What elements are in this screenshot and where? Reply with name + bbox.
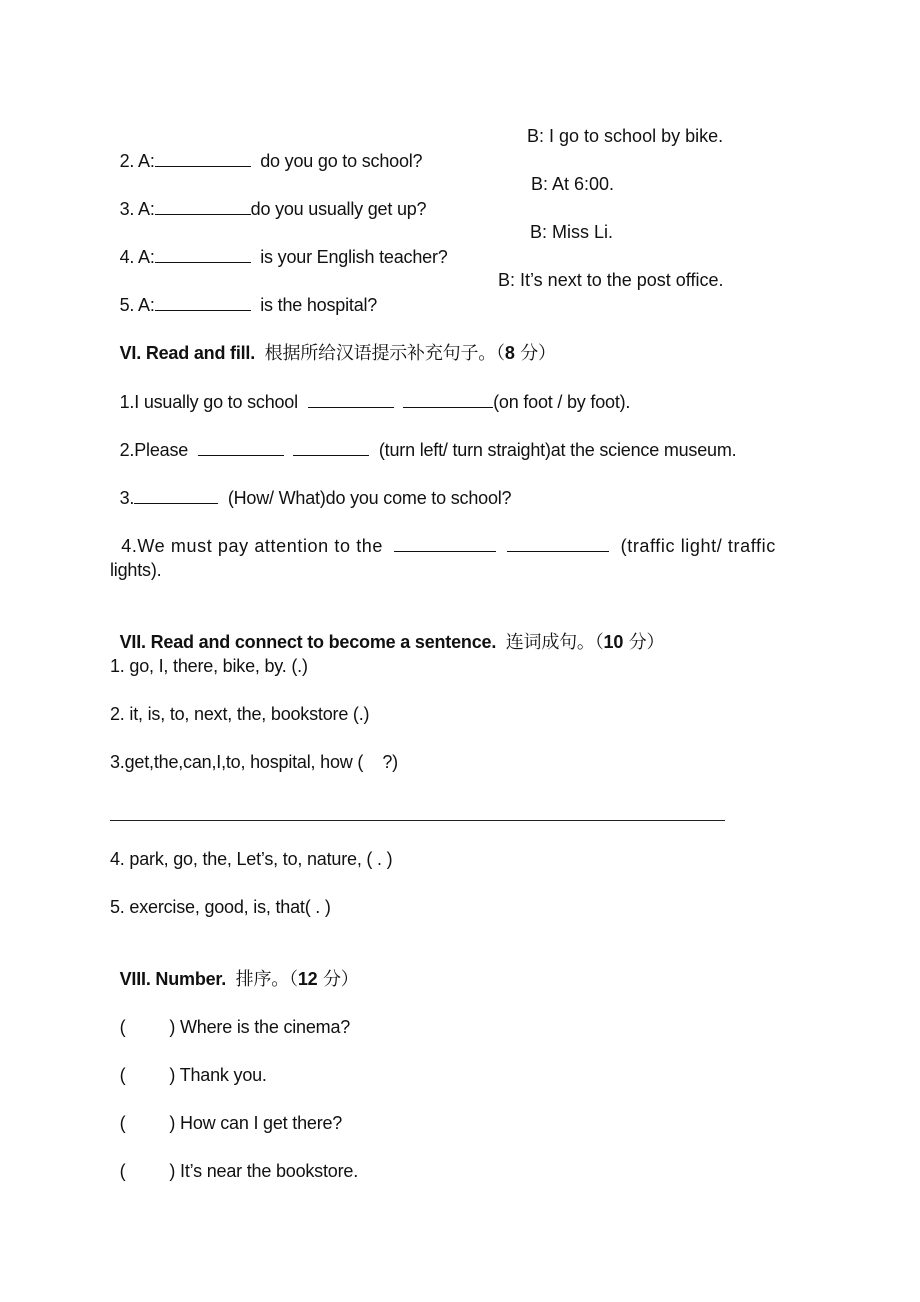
order-item-1 — [110, 991, 350, 1039]
score-unit: 分） — [623, 632, 665, 653]
fill-item-4 — [110, 509, 776, 558]
answer-blank[interactable] — [198, 437, 284, 456]
fill-item-3 — [110, 461, 511, 510]
section-title-cn: 根据所给汉语提示补充句子。（ — [264, 343, 505, 364]
section-title-cn: 排序。（ — [235, 969, 298, 990]
order-close-paren: ) — [169, 1017, 176, 1037]
order-close-paren: ) — [169, 1113, 176, 1133]
answer-blank[interactable] — [394, 533, 496, 552]
fill-hint: (traffic light/ traffic — [609, 536, 776, 556]
fill-item-2 — [110, 413, 736, 462]
section-title-en: VIII. Number. — [119, 969, 227, 989]
answer-blank[interactable] — [403, 389, 493, 408]
connect-item-3: 3.get,the,can,I,to, hospital, how ( ?) — [110, 752, 398, 772]
fill-hint: (How/ What)do you come to school? — [218, 488, 512, 508]
connect-item-4: 4. park, go, the, Let’s, to, nature, ( . ) — [110, 849, 393, 869]
answer-blank[interactable] — [155, 244, 251, 263]
order-sentence: How can I get there? — [180, 1113, 343, 1133]
answer-blank[interactable] — [308, 389, 394, 408]
fill-hint: (on foot / by foot). — [493, 392, 631, 412]
section-viii-heading — [110, 943, 359, 992]
order-item-2 — [110, 1039, 267, 1087]
answer-blank[interactable] — [507, 533, 609, 552]
order-item-3 — [110, 1087, 342, 1135]
section-score: 10 — [603, 632, 624, 652]
order-close-paren: ) — [169, 1065, 176, 1085]
section-score: 8 — [504, 343, 515, 363]
answer-blank[interactable] — [155, 292, 251, 311]
section-title-cn: 连词成句。（ — [505, 632, 604, 653]
section-title-en: VI. Read and fill. — [119, 343, 256, 363]
section-vii-heading — [110, 606, 664, 655]
section-vi-heading — [110, 317, 556, 366]
section-title-en: VII. Read and connect to become a sentence. — [119, 632, 497, 652]
question-text: do you go to school? — [250, 151, 423, 171]
fill-item-1 — [110, 365, 630, 414]
order-open-paren: ( — [119, 1017, 126, 1037]
dialogue-row-5 — [110, 268, 377, 317]
item-number: 5. A: — [119, 295, 155, 315]
order-sentence: Thank you. — [179, 1065, 267, 1085]
fill-prefix: 1.I usually go to school — [119, 392, 308, 412]
fill-hint: (turn left/ turn straight)at the science museum. — [369, 440, 737, 460]
order-open-paren: ( — [119, 1161, 126, 1181]
order-item-4 — [110, 1135, 358, 1183]
answer-blank[interactable] — [155, 196, 251, 215]
response-3: B: At 6:00. — [531, 174, 615, 194]
dialogue-row-3 — [110, 172, 426, 221]
answer-line[interactable] — [110, 820, 725, 821]
question-text: is your English teacher? — [250, 247, 448, 267]
response-2: B: I go to school by bike. — [527, 126, 724, 146]
item-number: 4. A: — [119, 247, 155, 267]
answer-blank[interactable] — [134, 485, 218, 504]
response-5: B: It’s next to the post office. — [498, 270, 724, 290]
order-sentence: It’s near the bookstore. — [180, 1161, 358, 1181]
dialogue-row-4 — [110, 220, 448, 269]
order-sentence: Where is the cinema? — [180, 1017, 351, 1037]
fill-prefix: 4.We must pay attention to the — [121, 536, 395, 556]
item-number: 3. A: — [119, 199, 155, 219]
fill-prefix: 3. — [119, 488, 135, 508]
connect-item-2: 2. it, is, to, next, the, bookstore (.) — [110, 704, 370, 724]
order-open-paren: ( — [119, 1113, 126, 1133]
answer-blank[interactable] — [293, 437, 369, 456]
fill-item-4-continuation: lights). — [110, 560, 162, 580]
connect-item-5: 5. exercise, good, is, that( . ) — [110, 897, 331, 917]
order-open-paren: ( — [119, 1065, 126, 1085]
dialogue-row-2 — [110, 124, 422, 173]
score-unit: 分） — [514, 343, 556, 364]
item-number: 2. A: — [119, 151, 155, 171]
question-text: do you usually get up? — [250, 199, 427, 219]
fill-prefix: 2.Please — [119, 440, 198, 460]
response-4: B: Miss Li. — [530, 222, 614, 242]
order-close-paren: ) — [169, 1161, 176, 1181]
score-unit: 分） — [317, 969, 359, 990]
connect-item-1: 1. go, I, there, bike, by. (.) — [110, 656, 308, 676]
answer-blank[interactable] — [155, 148, 251, 167]
question-text: is the hospital? — [250, 295, 378, 315]
section-score: 12 — [297, 969, 318, 989]
